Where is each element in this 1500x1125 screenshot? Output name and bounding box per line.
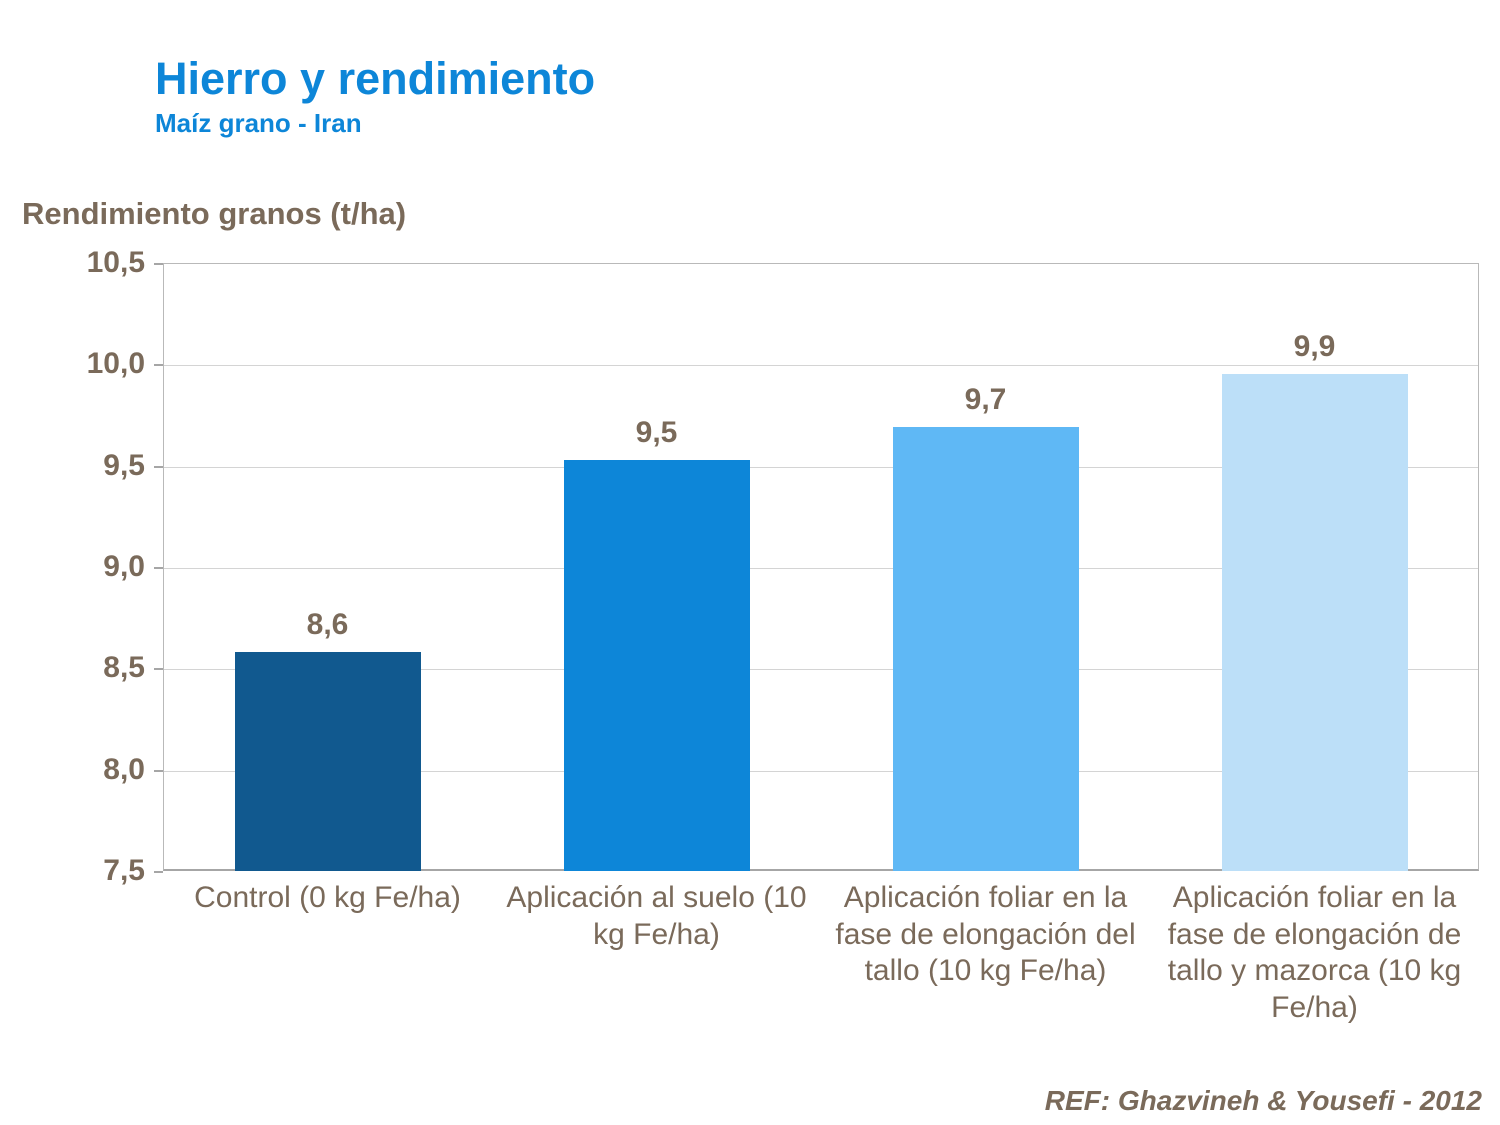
bar[interactable] <box>1222 374 1408 871</box>
y-axis-tick-mark <box>154 770 163 772</box>
bar-value-label: 9,5 <box>635 415 678 449</box>
x-axis-category-label: Aplicación foliar en la fase de elongación del tallo (10 kg Fe/ha) <box>835 881 1136 988</box>
bar-series <box>163 263 1479 871</box>
reference-note: REF: Ghazvineh & Yousefi - 2012 <box>1044 1085 1482 1116</box>
y-axis-tick-mark <box>154 466 163 468</box>
bar-value-label: 9,9 <box>1293 330 1336 364</box>
page-title: Hierro y rendimiento <box>155 53 596 104</box>
x-axis-category-labels <box>163 880 1479 1110</box>
bar-slot <box>492 263 821 871</box>
y-axis-tick-label: 8,0 <box>103 752 145 786</box>
bar-value-label: 9,7 <box>964 383 1007 417</box>
bar[interactable] <box>564 460 750 871</box>
bar-slot <box>163 263 492 871</box>
bar-slot <box>1150 263 1479 871</box>
bar[interactable] <box>235 652 421 871</box>
y-axis-tick-label: 9,5 <box>103 448 145 482</box>
x-axis-category-label: Control (0 kg Fe/ha) <box>194 881 461 914</box>
y-axis-tick-mark <box>154 263 163 265</box>
y-axis-tick-label: 10,5 <box>86 246 145 279</box>
x-axis-category-label: Aplicación al suelo (10 kg Fe/ha) <box>506 881 807 951</box>
y-axis-title: Rendimiento granos (t/ha) <box>22 196 407 231</box>
y-axis-tick-mark <box>154 668 163 670</box>
bar-slot <box>821 263 1150 871</box>
bar-value-label: 8,6 <box>306 608 349 642</box>
y-axis-tick-mark <box>154 364 163 366</box>
y-axis-tick-mark <box>154 871 163 873</box>
page-subtitle: Maíz grano - Iran <box>155 108 362 139</box>
chart-plot-wrapper <box>0 246 1500 887</box>
y-axis-tick-label: 8,5 <box>103 651 145 685</box>
title-block <box>155 55 595 139</box>
y-axis-tick-label: 9,0 <box>103 550 145 583</box>
y-axis-tick-label: 7,5 <box>103 854 145 887</box>
y-axis-tick-mark <box>154 567 163 569</box>
y-axis-tick-label: 10,0 <box>86 347 145 381</box>
bar[interactable] <box>893 427 1079 871</box>
x-axis-category-label: Aplicación foliar en la fase de elongación de tallo y mazorca (10 kg Fe/ha) <box>1167 881 1462 1024</box>
